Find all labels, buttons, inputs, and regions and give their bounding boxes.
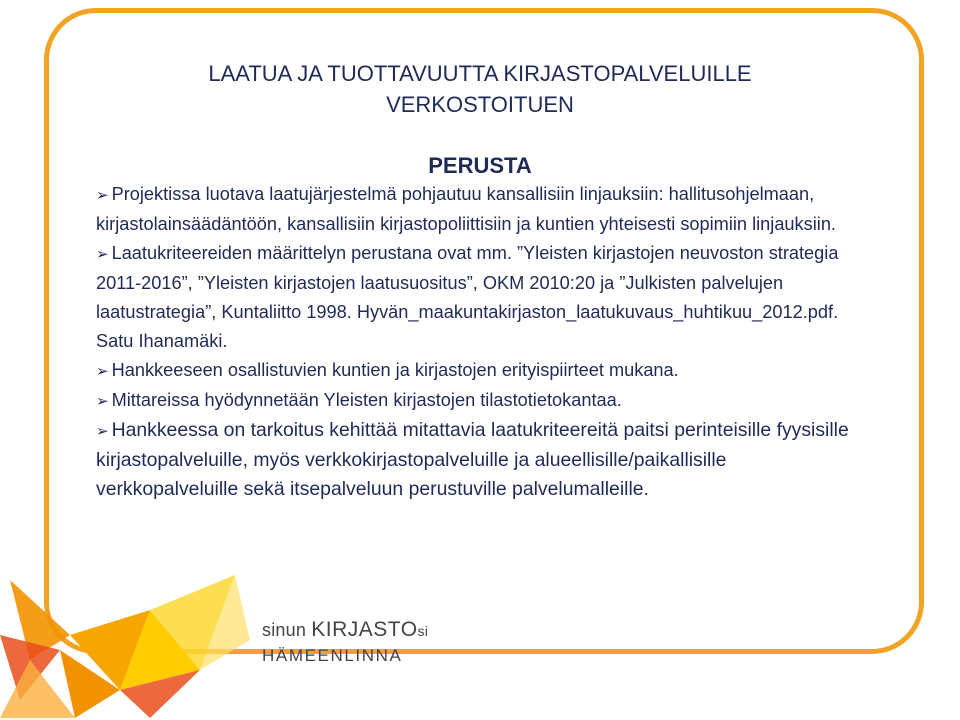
section-heading: PERUSTA: [428, 153, 532, 178]
title-line-2: VERKOSTOITUEN: [386, 92, 574, 117]
arrow-bullet-icon: ➢: [96, 246, 109, 263]
bullet-item: [96, 356, 871, 386]
arrow-bullet-icon: ➢: [96, 363, 109, 380]
bullet-text: Hankkeeseen osallistuvien kuntien ja kirjastojen erityispiirteet mukana.: [111, 360, 679, 380]
logo-line-1: [262, 619, 428, 642]
arrow-bullet-icon: ➢: [96, 187, 109, 204]
bullet-text: Mittareissa hyödynnetään Yleisten kirjastojen tilastotietokantaa.: [111, 390, 622, 410]
bullet-text: Laatukriteereiden määrittelyn perustana ovat mm. ”Yleisten kirjastojen neuvoston strategia 2011-2016”, ”Yleisten kirjastojen laatusuositus”, OKM 2010:20 ja ”Julkisten palvelujen laatustrategia”, Kuntaliitto 1998. Hyvän_maakuntakirjaston_laatukuvaus_huhtikuu_2012.pdf. Satu Ihanamäki.: [96, 243, 839, 351]
bullet-item: [96, 416, 871, 504]
logo-prefix: sinun: [262, 620, 307, 640]
arrow-bullet-icon: ➢: [96, 423, 109, 440]
logo-wordmark: [262, 619, 428, 667]
slide-title: [0, 58, 960, 120]
title-line-1: LAATUA JA TUOTTAVUUTTA KIRJASTOPALVELUILLE: [208, 61, 752, 86]
origami-bird-logo-icon: [0, 540, 260, 720]
bullet-text: Hankkeessa on tarkoitus kehittää mitattavia laatukriteereitä paitsi perinteisille fyysisille kirjastopalveluille, myös verkkokirjastopalveluille ja alueellisille/paikallisille verkkopalveluille sekä itsepalveluun perustuville palvelumalleille.: [96, 419, 849, 500]
bullet-item: [96, 180, 871, 239]
bullet-item: [96, 239, 871, 356]
logo-suffix: si: [417, 623, 429, 639]
bullet-list: [96, 180, 871, 504]
arrow-bullet-icon: ➢: [96, 393, 109, 410]
logo-city: HÄMEENLINNA: [262, 646, 403, 665]
bullet-item: [96, 386, 871, 416]
logo-brand: KIRJASTO: [311, 618, 418, 641]
bullet-text: Projektissa luotava laatujärjestelmä pohjautuu kansallisiin linjauksiin: hallitusohjelmaan, kirjastolainsäädäntöön, kansallisiin kirjastopoliittisiin ja kuntien yhteisesti sopimiin linjauksiin.: [96, 184, 836, 234]
